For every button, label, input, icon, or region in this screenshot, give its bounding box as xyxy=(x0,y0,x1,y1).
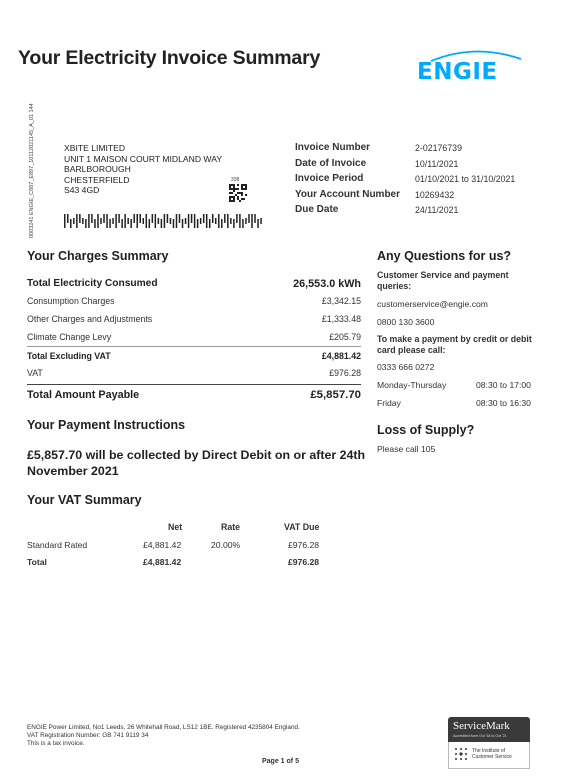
barcode-bar xyxy=(221,219,223,228)
barcode-bar xyxy=(251,214,253,228)
vat-summary-heading: Your VAT Summary xyxy=(27,493,142,507)
barcode-bar xyxy=(106,214,108,228)
address-line: BARLBOROUGH xyxy=(64,164,131,174)
barcode-bar xyxy=(155,214,157,228)
barcode-bar xyxy=(233,219,235,228)
invoice-values xyxy=(415,141,515,219)
hours-days: Friday xyxy=(377,398,401,408)
barcode-bar xyxy=(140,214,142,223)
vat-label: VAT xyxy=(27,368,43,378)
barcode-bar xyxy=(121,219,123,228)
barcode-bar xyxy=(161,219,163,228)
card-payment-phone[interactable]: 0333 666 0272 xyxy=(377,362,435,372)
vat-row-net: £4,881.42 xyxy=(143,540,182,550)
barcode-bar xyxy=(76,214,78,228)
barcode-bar xyxy=(218,214,220,228)
servicemark-lower xyxy=(448,742,530,769)
payment-heading: Your Payment Instructions xyxy=(27,418,186,432)
barcode-bars xyxy=(64,214,262,228)
vat-row-vat: £976.28 xyxy=(288,557,320,567)
vat-row-rate: 20.00% xyxy=(211,540,241,550)
charge-value: £3,342.15 xyxy=(321,296,361,306)
barcode-bar xyxy=(70,219,72,228)
barcode-bar xyxy=(115,214,117,228)
barcode-bar xyxy=(206,214,208,228)
servicemark-bar xyxy=(448,717,530,742)
barcode-bar xyxy=(127,218,129,224)
charge-row xyxy=(27,314,361,328)
barcode-bar xyxy=(197,219,199,228)
barcode-bar xyxy=(167,214,169,223)
divider xyxy=(27,346,361,347)
divider xyxy=(27,384,361,385)
engie-logo xyxy=(417,49,535,83)
barcode-bar xyxy=(242,219,244,228)
logo-text: ENGIE xyxy=(417,59,498,83)
address-block xyxy=(64,143,222,196)
charge-value: £1,333.48 xyxy=(321,314,361,324)
direct-debit-text: £5,857.70 will be collected by Direct Debit on or after 24th November 2021 xyxy=(27,448,366,478)
barcode-bar xyxy=(67,214,69,223)
hours-days: Monday-Thursday xyxy=(377,380,447,390)
invoice-period-label: Invoice Period xyxy=(295,173,364,184)
excl-vat-label: Total Excluding VAT xyxy=(27,351,111,361)
barcode-bar xyxy=(203,214,205,223)
barcode-bar xyxy=(224,214,226,223)
barcode-bar xyxy=(149,219,151,228)
qr-code-icon xyxy=(229,184,247,202)
invoice-date-label: Date of Invoice xyxy=(295,157,367,169)
total-payable-label: Total Amount Payable xyxy=(27,389,140,401)
barcode-bar xyxy=(152,214,154,223)
barcode-bar xyxy=(236,214,238,223)
barcode-bar xyxy=(143,218,145,224)
vat-col-rate: Rate xyxy=(221,522,241,532)
supply-text: Please call 105 xyxy=(377,444,436,454)
vat-col-net: Net xyxy=(168,522,183,532)
barcode-bar xyxy=(230,218,232,224)
vat-row-vat: £976.28 xyxy=(288,540,320,550)
footer-line: VAT Registration Number: GB 741 9119 34 xyxy=(27,732,149,740)
barcode-bar xyxy=(170,218,172,224)
vat-value: £976.28 xyxy=(329,368,361,378)
vat-row-net: £4,881.42 xyxy=(143,557,182,567)
barcode-bar xyxy=(164,214,166,228)
barcode-bar xyxy=(188,214,190,228)
charge-label: Consumption Charges xyxy=(27,296,115,306)
charge-row xyxy=(27,332,361,346)
total-consumed-value: 26,553.0 kWh xyxy=(293,278,361,290)
total-payable-row xyxy=(27,389,361,403)
address-line: CHESTERFIELD xyxy=(64,174,130,185)
account-number-value: 10269432 xyxy=(415,189,455,200)
charge-label: Other Charges and Adjustments xyxy=(27,314,153,324)
page-number: Page 1 of 5 xyxy=(262,758,299,765)
card-payment-label: To make a payment by credit or debit card please call: xyxy=(377,334,532,355)
customer-service-phone[interactable]: 0800 130 3600 xyxy=(377,317,435,327)
barcode-bar xyxy=(133,214,135,223)
barcode-bar xyxy=(109,219,111,228)
due-date-label: Due Date xyxy=(295,204,339,215)
invoice-number-label: Invoice Number xyxy=(295,142,371,153)
invoice-date-value: 10/11/2021 xyxy=(415,158,459,169)
hours-time: 08:30 to 17:00 xyxy=(476,380,531,390)
footer xyxy=(27,724,300,749)
barcode-bar xyxy=(260,218,262,224)
barcode-bar xyxy=(257,219,259,228)
qr-label: 338 xyxy=(231,177,240,183)
charge-row xyxy=(27,296,361,310)
barcode-bar xyxy=(103,214,105,223)
barcode-bar xyxy=(239,214,241,228)
barcode-bar xyxy=(176,214,178,228)
dots-icon xyxy=(454,747,468,761)
supply-heading: Loss of Supply? xyxy=(377,423,475,437)
servicemark-title: ServiceMark xyxy=(453,720,510,732)
questions-heading: Any Questions for us? xyxy=(377,249,512,263)
excl-vat-row xyxy=(27,351,361,365)
customer-service-email[interactable]: customerservice@engie.com xyxy=(377,299,488,309)
barcode-bar xyxy=(179,214,181,223)
footer-line: This is a tax invoice. xyxy=(27,740,85,748)
customer-service-label: Customer Service and payment queries: xyxy=(377,270,509,291)
page-title: Your Electricity Invoice Summary xyxy=(18,47,321,69)
barcode-bar xyxy=(146,214,148,228)
barcode-bar xyxy=(212,214,214,223)
barcode-bar xyxy=(118,214,120,223)
barcode-bar xyxy=(64,214,66,228)
barcode-bar xyxy=(215,218,217,224)
barcode-bar xyxy=(97,214,99,228)
barcode-bar xyxy=(79,214,81,223)
total-consumed-label: Total Electricity Consumed xyxy=(27,278,158,289)
barcode-bar xyxy=(85,219,87,228)
barcode-bar xyxy=(227,214,229,228)
servicemark-badge xyxy=(448,717,530,769)
barcode-bar xyxy=(245,218,247,224)
barcode-bar xyxy=(91,214,93,223)
barcode-bar xyxy=(191,214,193,223)
barcode-bar xyxy=(173,219,175,228)
total-payable-value: £5,857.70 xyxy=(310,389,361,401)
barcode-bar xyxy=(209,219,211,228)
servicemark-sub: Accredited form Oct '18 to Oct '21 xyxy=(453,734,507,738)
hours-time: 08:30 to 16:30 xyxy=(476,398,531,408)
vat-row-label: Total xyxy=(27,557,47,567)
invoice-labels xyxy=(295,140,400,218)
barcode-bar xyxy=(136,214,138,228)
footer-line: ENGIE Power Limited, No1 Leeds, 26 Whitehall Road, LS12 1BE. Registered 4235804 England. xyxy=(27,724,300,731)
address-line: XBITE LIMITED xyxy=(64,143,126,153)
vat-row xyxy=(27,368,361,382)
barcode-bar xyxy=(73,218,75,224)
postal-barcode xyxy=(64,214,264,228)
charge-label: Climate Change Levy xyxy=(27,332,112,342)
vat-row-label: Standard Rated xyxy=(27,540,88,550)
servicemark-institute: The Institute of Customer Service xyxy=(472,748,512,760)
barcode-bar xyxy=(248,214,250,223)
due-date-value: 24/11/2021 xyxy=(415,205,459,215)
barcode-bar xyxy=(124,214,126,228)
invoice-period-value: 01/10/2021 to 31/10/2021 xyxy=(415,174,516,184)
invoice-number-value: 2-02176739 xyxy=(415,143,462,153)
barcode-bar xyxy=(158,218,160,224)
total-consumed-row xyxy=(27,278,361,292)
barcode-bar xyxy=(130,219,132,228)
document-code: 0003241 ENGIE_C887_E897_10112021145_A_01 144 xyxy=(29,103,35,238)
address-line: S43 4GD xyxy=(64,185,100,195)
barcode-bar xyxy=(94,219,96,228)
charge-value: £205.79 xyxy=(329,332,361,342)
barcode-bar xyxy=(254,214,256,223)
account-number-label: Your Account Number xyxy=(295,188,401,200)
barcode-bar xyxy=(185,218,187,224)
barcode-bar xyxy=(88,214,90,228)
barcode-bar xyxy=(82,218,84,224)
excl-vat-value: £4,881.42 xyxy=(321,351,361,361)
barcode-bar xyxy=(182,219,184,228)
barcode-bar xyxy=(100,218,102,224)
charges-heading: Your Charges Summary xyxy=(27,249,169,263)
vat-col-vatdue: VAT Due xyxy=(284,522,320,532)
barcode-bar xyxy=(112,218,114,224)
barcode-bar xyxy=(200,218,202,224)
address-line: UNIT 1 MAISON COURT MIDLAND WAY xyxy=(64,153,223,164)
barcode-bar xyxy=(194,214,196,228)
